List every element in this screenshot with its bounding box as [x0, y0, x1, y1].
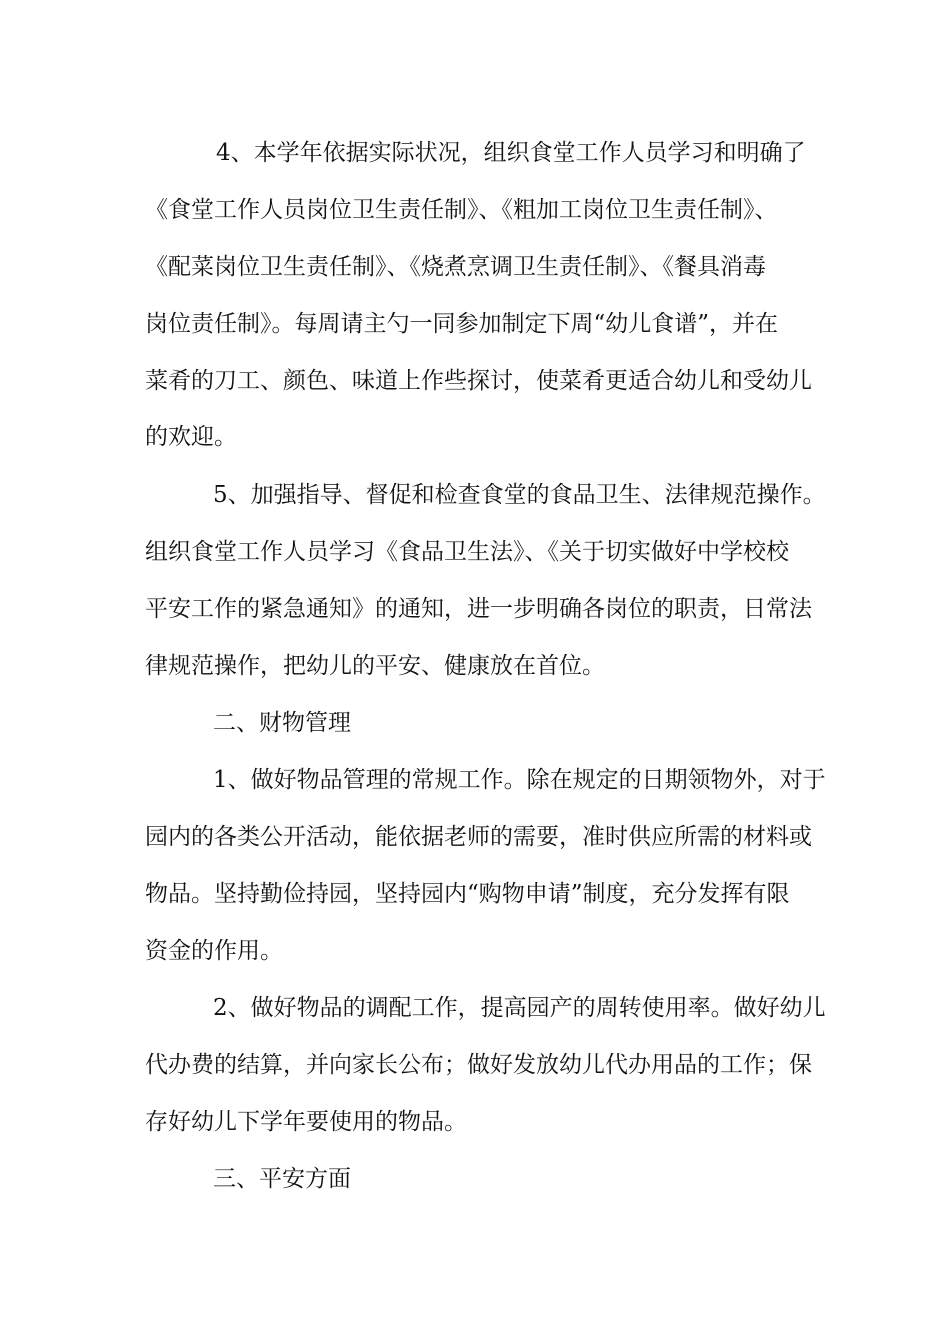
- text-line: 2、做好物品的调配工作，提高园产的周转使用率。做好幼儿: [213, 995, 826, 1021]
- text-line: 《配菜岗位卫生责任制》、《烧煮烹调卫生责任制》、《餐具消毒: [145, 254, 766, 280]
- text-line: 代办费的结算，并向家长公布；做好发放幼儿代办用品的工作；保: [145, 1052, 812, 1078]
- text-line: 《食堂工作人员岗位卫生责任制》、《粗加工岗位卫生责任制》、: [145, 197, 778, 223]
- text-line: 物品。坚持勤俭持园，坚持园内“购物申请”制度，充分发挥有限: [145, 881, 790, 907]
- text-line: 4、本学年依据实际状况，组织食堂工作人员学习和明确了: [216, 140, 806, 166]
- text-line: 1、做好物品管理的常规工作。除在规定的日期领物外，对于: [213, 767, 826, 793]
- text-line: 存好幼儿下学年要使用的物品。: [145, 1109, 467, 1135]
- section-heading: 三、平安方面: [213, 1166, 351, 1192]
- text-line: 平安工作的紧急通知》的通知，进一步明确各岗位的职责，日常法: [145, 596, 812, 622]
- text-line: 菜肴的刀工、颜色、味道上作些探讨，使菜肴更适合幼儿和受幼儿: [145, 368, 812, 394]
- text-line: 5、加强指导、督促和检查食堂的食品卫生、法律规范操作。: [213, 482, 826, 508]
- text-line: 岗位责任制》。每周请主勺一同参加制定下周“幼儿食谱”，并在: [145, 311, 779, 337]
- text-line: 组织食堂工作人员学习《食品卫生法》、《关于切实做好中学校校: [145, 539, 789, 565]
- section-heading: 二、财物管理: [213, 710, 351, 736]
- text-line: 园内的各类公开活动，能依据老师的需要，准时供应所需的材料或: [145, 824, 812, 850]
- text-line: 资金的作用。: [145, 938, 283, 964]
- text-line: 律规范操作，把幼儿的平安、健康放在首位。: [145, 653, 605, 679]
- text-line: 的欢迎。: [145, 424, 237, 450]
